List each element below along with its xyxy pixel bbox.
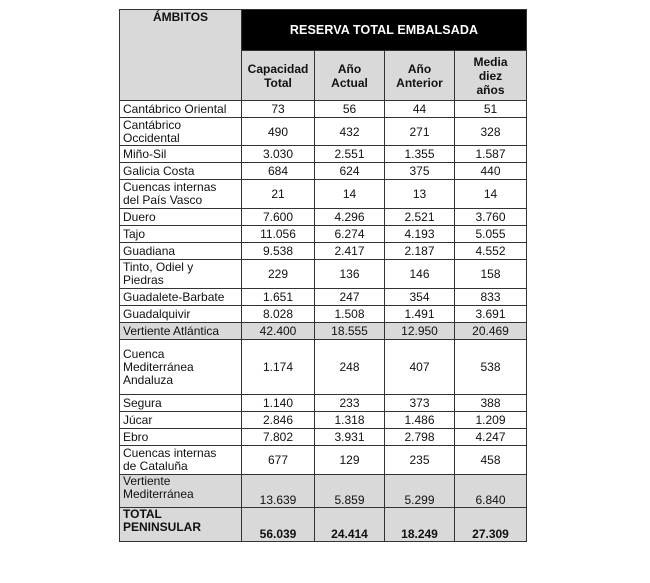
- row-value: 7.802: [242, 429, 315, 446]
- row-value: 1.355: [385, 146, 455, 163]
- row-value: 158: [455, 260, 527, 289]
- row-name: Duero: [120, 209, 242, 226]
- row-name: Galicia Costa: [120, 163, 242, 180]
- row-name: Cuencas internas de Cataluña: [120, 446, 242, 475]
- row-value: 1.587: [455, 146, 527, 163]
- row-value: 6.274: [315, 226, 385, 243]
- row-value: 7.600: [242, 209, 315, 226]
- row-value: 538: [455, 340, 527, 395]
- row-value: 2.521: [385, 209, 455, 226]
- table-row: [120, 289, 527, 306]
- row-value: 18.249: [385, 508, 455, 542]
- row-value: 73: [242, 101, 315, 118]
- row-value: 3.931: [315, 429, 385, 446]
- row-value: 271: [385, 118, 455, 146]
- row-value: 13: [385, 180, 455, 209]
- row-name: Ebro: [120, 429, 242, 446]
- row-value: 373: [385, 395, 455, 412]
- table-body: [120, 101, 527, 542]
- row-name: TOTAL PENINSULAR: [120, 508, 242, 542]
- row-value: 1.508: [315, 306, 385, 323]
- row-value: 24.414: [315, 508, 385, 542]
- row-value: 5.299: [385, 475, 455, 508]
- table-row: [120, 446, 527, 475]
- row-name: Cantábrico Occidental: [120, 118, 242, 146]
- row-value: 27.309: [455, 508, 527, 542]
- row-value: 440: [455, 163, 527, 180]
- table-row: [120, 180, 527, 209]
- table-row: [120, 508, 527, 542]
- row-value: 12.950: [385, 323, 455, 340]
- row-value: 2.846: [242, 412, 315, 429]
- table-row: [120, 226, 527, 243]
- table-row: [120, 429, 527, 446]
- row-name: Vertiente Mediterránea: [120, 475, 242, 508]
- table-row: [120, 323, 527, 340]
- table-row: [120, 395, 527, 412]
- table-row: [120, 209, 527, 226]
- row-value: 18.555: [315, 323, 385, 340]
- row-value: 4.193: [385, 226, 455, 243]
- row-value: 4.552: [455, 243, 527, 260]
- row-value: 2.187: [385, 243, 455, 260]
- row-value: 1.318: [315, 412, 385, 429]
- row-value: 233: [315, 395, 385, 412]
- row-value: 235: [385, 446, 455, 475]
- row-value: 136: [315, 260, 385, 289]
- row-value: 13.639: [242, 475, 315, 508]
- row-value: 248: [315, 340, 385, 395]
- row-name: Tinto, Odiel y Piedras: [120, 260, 242, 289]
- table-row: [120, 163, 527, 180]
- row-value: 20.469: [455, 323, 527, 340]
- row-name: Guadalete-Barbate: [120, 289, 242, 306]
- row-value: 490: [242, 118, 315, 146]
- row-value: 432: [315, 118, 385, 146]
- row-value: 328: [455, 118, 527, 146]
- row-value: 1.209: [455, 412, 527, 429]
- row-value: 247: [315, 289, 385, 306]
- row-value: 8.028: [242, 306, 315, 323]
- row-value: 56: [315, 101, 385, 118]
- header-ano-actual: Año Actual: [315, 51, 385, 101]
- row-value: 458: [455, 446, 527, 475]
- table-row: [120, 306, 527, 323]
- row-value: 684: [242, 163, 315, 180]
- table-row: [120, 101, 527, 118]
- row-value: 146: [385, 260, 455, 289]
- row-name: Vertiente Atlántica: [120, 323, 242, 340]
- row-value: 14: [315, 180, 385, 209]
- row-name: Miño-Sil: [120, 146, 242, 163]
- row-name: Tajo: [120, 226, 242, 243]
- row-value: 56.039: [242, 508, 315, 542]
- row-value: 407: [385, 340, 455, 395]
- table-row: [120, 146, 527, 163]
- row-value: 1.174: [242, 340, 315, 395]
- row-value: 4.247: [455, 429, 527, 446]
- row-value: 129: [315, 446, 385, 475]
- row-value: 2.798: [385, 429, 455, 446]
- row-value: 5.859: [315, 475, 385, 508]
- table-title: RESERVA TOTAL EMBALSADA: [242, 10, 527, 51]
- row-name: Guadiana: [120, 243, 242, 260]
- table-row: [120, 243, 527, 260]
- header-ambitos: ÁMBITOS: [120, 10, 242, 101]
- row-value: 624: [315, 163, 385, 180]
- row-value: 21: [242, 180, 315, 209]
- row-value: 4.296: [315, 209, 385, 226]
- row-value: 375: [385, 163, 455, 180]
- row-value: 42.400: [242, 323, 315, 340]
- table-row: [120, 475, 527, 508]
- row-value: 3.030: [242, 146, 315, 163]
- table-row: [120, 340, 527, 395]
- row-value: 3.760: [455, 209, 527, 226]
- row-name: Cantábrico Oriental: [120, 101, 242, 118]
- row-value: 1.486: [385, 412, 455, 429]
- table-row: [120, 412, 527, 429]
- row-value: 2.551: [315, 146, 385, 163]
- row-value: 5.055: [455, 226, 527, 243]
- row-value: 677: [242, 446, 315, 475]
- row-value: 6.840: [455, 475, 527, 508]
- row-value: 51: [455, 101, 527, 118]
- row-value: 388: [455, 395, 527, 412]
- header-capacidad-total: Capacidad Total: [242, 51, 315, 101]
- row-value: 44: [385, 101, 455, 118]
- row-name: Júcar: [120, 412, 242, 429]
- row-name: Guadalquivir: [120, 306, 242, 323]
- row-value: 9.538: [242, 243, 315, 260]
- reserva-table: [119, 9, 527, 542]
- row-value: 1.140: [242, 395, 315, 412]
- row-value: 1.651: [242, 289, 315, 306]
- row-name: Segura: [120, 395, 242, 412]
- row-value: 3.691: [455, 306, 527, 323]
- row-value: 11.056: [242, 226, 315, 243]
- row-name: Cuencas internas del País Vasco: [120, 180, 242, 209]
- row-value: 229: [242, 260, 315, 289]
- header-ano-anterior: Año Anterior: [385, 51, 455, 101]
- header-media-diez-anos: Media diez años: [455, 51, 527, 101]
- row-value: 833: [455, 289, 527, 306]
- table-row: [120, 260, 527, 289]
- row-value: 2.417: [315, 243, 385, 260]
- row-name: Cuenca Mediterránea Andaluza: [120, 340, 242, 395]
- row-value: 1.491: [385, 306, 455, 323]
- table-row: [120, 118, 527, 146]
- row-value: 354: [385, 289, 455, 306]
- row-value: 14: [455, 180, 527, 209]
